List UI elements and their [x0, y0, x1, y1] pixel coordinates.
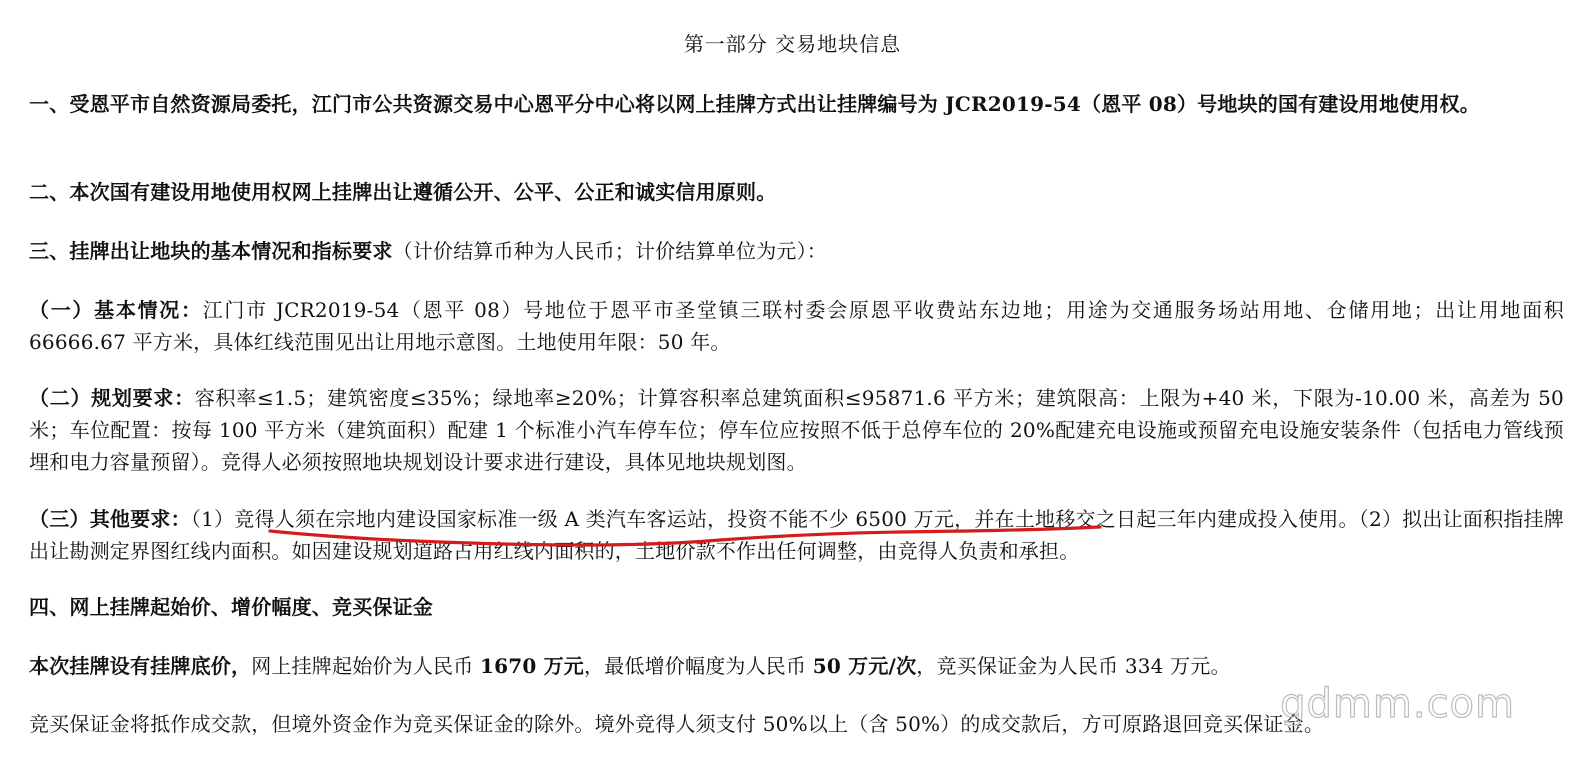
basic-info-heading: （一）基本情况： — [29, 298, 203, 322]
document-title: 第一部分 交易地块信息 — [683, 32, 902, 56]
price-lead: 本次挂牌设有挂牌底价， — [29, 654, 252, 678]
paragraph-other-requirements — [29, 503, 1564, 567]
increment: 50 万元/次 — [812, 654, 917, 678]
planning-text: 容积率≤1.5；建筑密度≤35%；绿地率≥20%；计算容积率总建筑面积≤95871.6 平方米；建筑限高：上限为+40 米，下限为-10.00 米，高差为 50 米；车位配置：按每 100 平方米（建筑面积）配建 1 个标准小汽车停车位；停车位应按照不低于总停车位的 20%配建充电设施或预留充电设施安装条件（包括电力管线预埋和电力容量预留）。竞得人必须按照地块规划设计要求进行建设，具体见地块规划图。 — [29, 386, 1564, 474]
other-requirements-text: （1）竞得人须在宗地内建设国家标准一级 A 类汽车客运站，投资不能不少 6500 万元，并在土地移交之日起三年内建成投入使用。（2）拟出让面积指挂牌出让勘测定界图红线内面积。如因建设规划道路占用红线内面积的，土地价款不作出任何调整，由竞得人负责和承担。 — [29, 507, 1564, 563]
planning-heading: （二）规划要求： — [29, 386, 195, 410]
price-text-e: ，竞买保证金为人民币 334 万元。 — [916, 654, 1231, 678]
paragraph-3 — [29, 235, 1564, 267]
paragraph-2: 二、本次国有建设用地使用权网上挂牌出让遵循公开、公平、公正和诚实信用原则。 — [29, 180, 777, 204]
watermark-logo: gdmm.com — [1280, 681, 1515, 727]
paragraph-price — [29, 650, 1564, 682]
paragraph-4-heading: 四、网上挂牌起始价、增价幅度、竞买保证金 — [29, 595, 433, 619]
other-requirements-heading: （三）其他要求： — [29, 507, 191, 531]
paragraph-3-text: （计价结算币种为人民币；计价结算单位为元）： — [392, 239, 828, 263]
paragraph-1: 一、受恩平市自然资源局委托，江门市公共资源交易中心恩平分中心将以网上挂牌方式出让挂牌编号为 JCR2019-54（恩平 08）号地块的国有建设用地使用权。 — [29, 92, 1480, 116]
basic-info-text: 江门市 JCR2019-54（恩平 08）号地位于恩平市圣堂镇三联村委会原恩平收费站东边地；用途为交通服务场站用地、仓储用地；出让用地面积 66666.67 平方米，具体红线范围见出让用地示意图。土地使用年限：50 年。 — [29, 298, 1564, 354]
paragraph-planning — [29, 382, 1564, 478]
price-text-c: ，最低增价幅度为人民币 — [584, 654, 813, 678]
paragraph-deposit: 竞买保证金将抵作成交款，但境外资金作为竞买保证金的除外。境外竞得人须支付 50%以上（含 50%）的成交款后，方可原路退回竞买保证金。 — [29, 712, 1325, 736]
paragraph-3-heading: 三、挂牌出让地块的基本情况和指标要求 — [29, 239, 393, 263]
paragraph-basic-info — [29, 294, 1564, 358]
start-price: 1670 万元 — [479, 654, 584, 678]
price-text-a: 网上挂牌起始价为人民币 — [251, 654, 480, 678]
